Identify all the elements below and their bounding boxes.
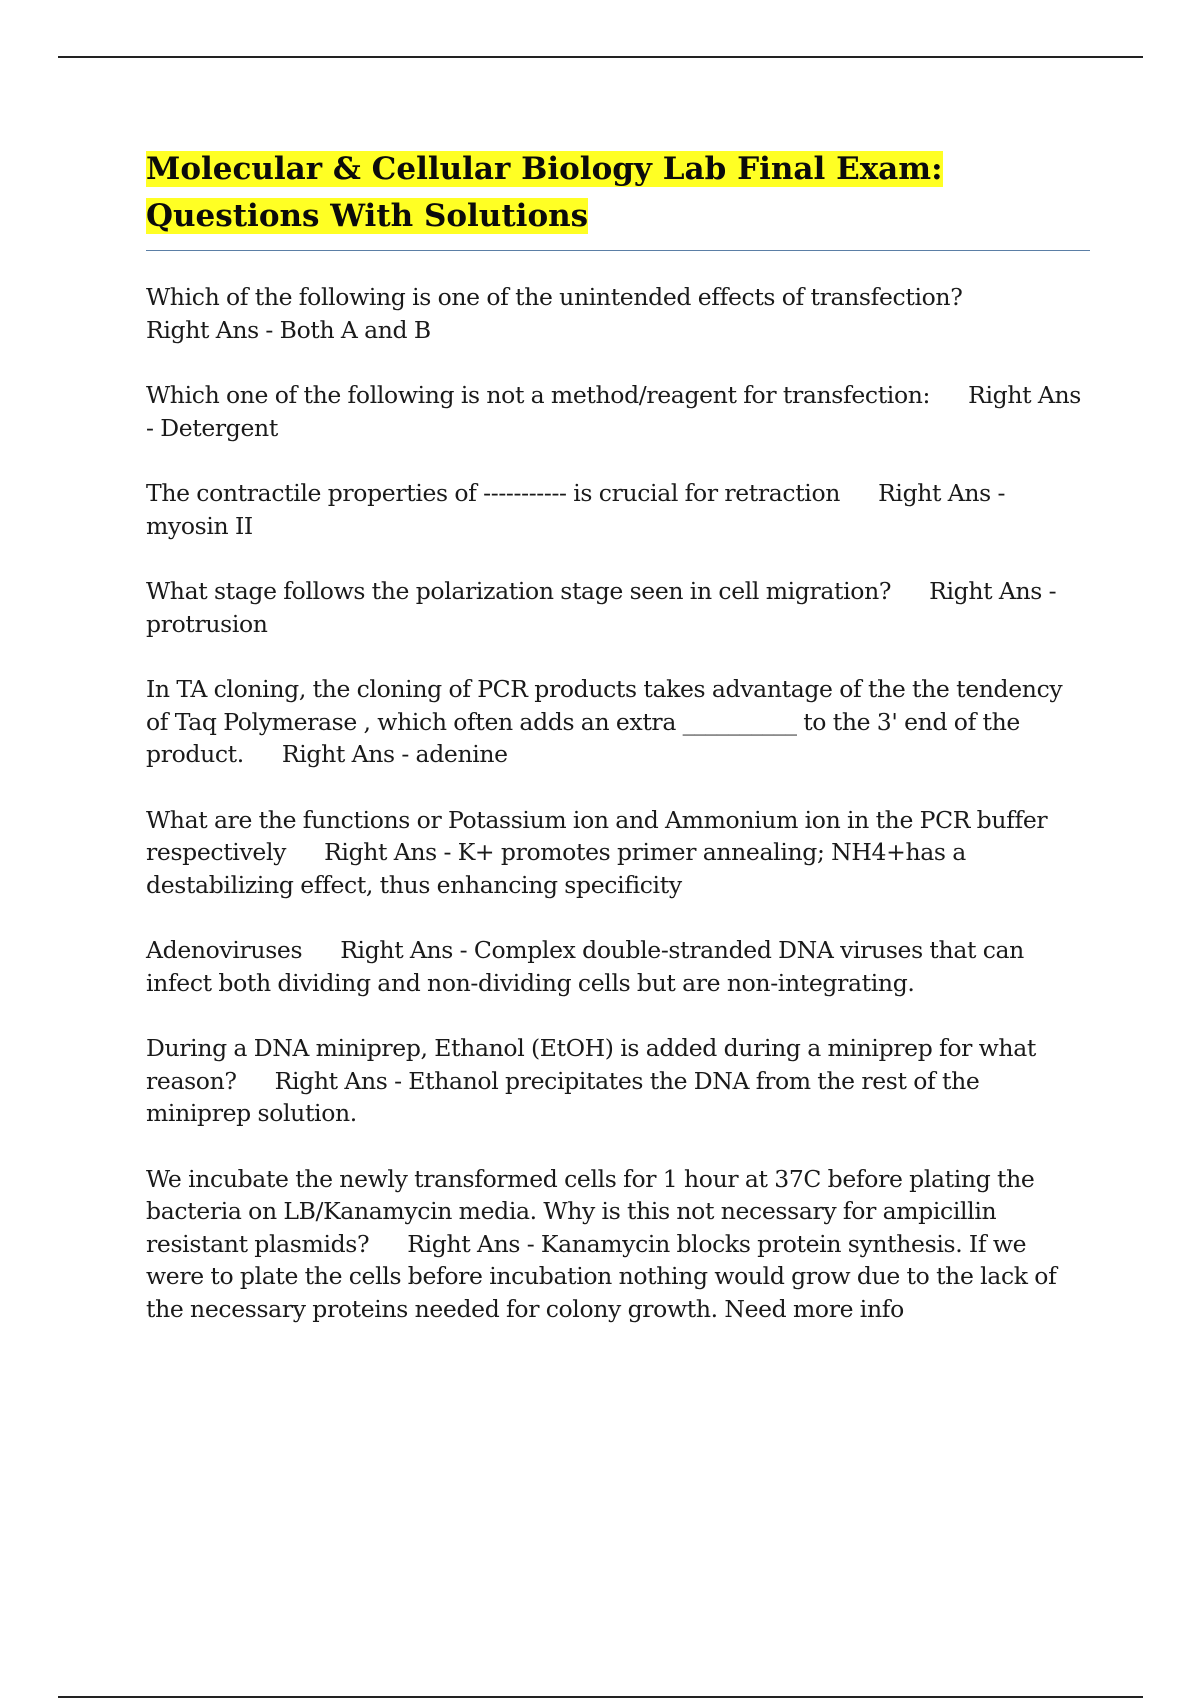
answer-text: Right Ans - K+ promotes primer annealing; NH4+has a destabilizing effect, thus enhancing specificity <box>146 838 966 899</box>
header-rule <box>58 56 1143 58</box>
qa-item <box>146 575 1090 640</box>
answer-text: Right Ans - Detergent <box>146 381 1081 442</box>
qa-item <box>146 934 1090 999</box>
document-body <box>146 148 1090 1358</box>
question-text: In TA cloning, the cloning of PCR products takes advantage of the the tendency of Taq Polymerase , which often adds an extra __________ to the 3' end of the product. <box>146 675 1063 768</box>
answer-text: Right Ans - adenine <box>281 740 508 768</box>
question-text: What stage follows the polarization stage seen in cell migration? <box>146 577 892 605</box>
answer-text: Right Ans - protrusion <box>146 577 1057 638</box>
qa-item <box>146 804 1090 902</box>
question-text: What are the functions or Potassium ion and Ammonium ion in the PCR buffer respectively <box>146 805 1048 866</box>
qa-item <box>146 477 1090 542</box>
answer-text: Right Ans - myosin II <box>146 479 1006 540</box>
question-text: The contractile properties of ----------- is crucial for retraction <box>146 479 841 507</box>
answer-text: Right Ans - Both A and B <box>146 315 431 344</box>
footer-rule <box>58 1696 1143 1698</box>
question-text: Which of the following is one of the unintended effects of transfection? <box>146 283 963 311</box>
question-text: Adenoviruses <box>146 936 303 964</box>
qa-item <box>146 1163 1090 1326</box>
page-title-line-2: Questions With Solutions <box>146 198 589 234</box>
qa-item <box>146 1032 1090 1130</box>
answer-text: Right Ans - Ethanol precipitates the DNA from the rest of the miniprep solution. <box>146 1066 980 1127</box>
page-title-line-1: Molecular & Cellular Biology Lab Final Exam: <box>146 151 943 187</box>
title-block <box>146 148 1090 251</box>
question-text: During a DNA miniprep, Ethanol (EtOH) is added during a miniprep for what reason? <box>146 1034 1036 1095</box>
answer-text: Right Ans - Complex double-stranded DNA viruses that can infect both dividing and non-dividing cells but are non-integrating. <box>146 936 1024 997</box>
qa-item <box>146 281 1090 346</box>
qa-item <box>146 673 1090 771</box>
qa-item <box>146 379 1090 444</box>
question-text: Which one of the following is not a method/reagent for transfection: <box>146 381 931 409</box>
question-text: We incubate the newly transformed cells for 1 hour at 37C before plating the bacteria on LB/Kanamycin media. Why is this not necessary for ampicillin resistant plasmids? <box>146 1164 1035 1258</box>
answer-text: Right Ans - Kanamycin blocks protein synthesis. If we were to plate the cells before incubation nothing would grow due to the lack of the necessary proteins needed for colony growth. Need more info <box>146 1229 1057 1323</box>
